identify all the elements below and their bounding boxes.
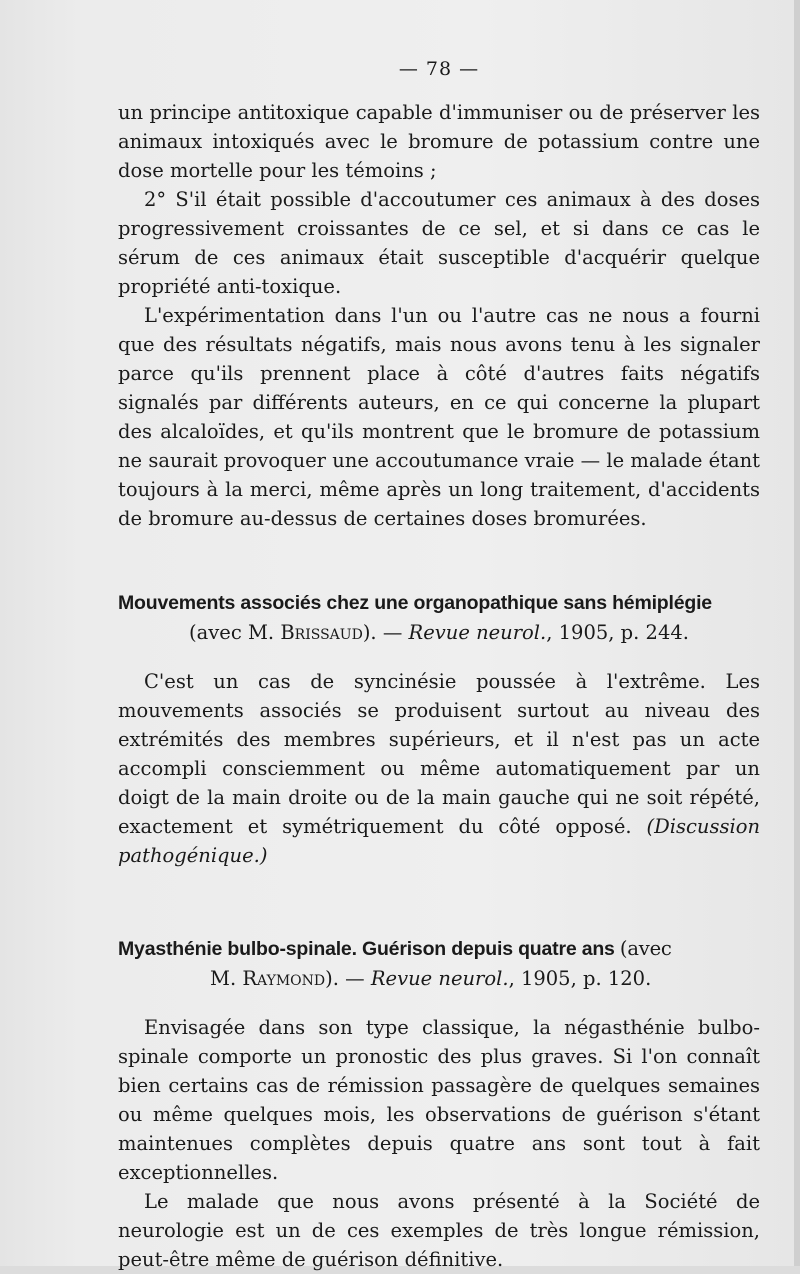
ref-details: , 1905, p. 120. [508, 967, 652, 990]
ref-prefix: (avec M. [189, 621, 275, 644]
page-number: — 78 — [398, 58, 480, 80]
paragraph-italic-note: (Discussion pathogénique.) [118, 815, 760, 867]
ref-separator: ). — [325, 967, 365, 990]
ref-journal: Revue neurol. [370, 967, 509, 990]
ref-author: Raymond [242, 967, 326, 990]
section-heading-myasthenie [118, 934, 760, 964]
ref-separator: ). — [362, 621, 403, 644]
ref-details: , 1905, p. 244. [546, 621, 689, 644]
ref-prefix: M. [210, 967, 237, 990]
section-title: Mouvements associés chez une organopathique sans hémiplégie [118, 592, 712, 614]
section-reference [118, 964, 760, 993]
page-content [118, 58, 760, 1274]
section-reference [118, 618, 760, 647]
section-title: Myasthénie bulbo-spinale. Guérison depuis quatre ans [118, 938, 615, 960]
paragraph-syncinesie [118, 667, 760, 870]
ref-open: (avec [619, 937, 672, 960]
section-heading-mouvements [118, 589, 760, 618]
page-edge [794, 0, 800, 1266]
ref-journal: Revue neurol. [408, 621, 547, 644]
paragraph-malade: Le malade que nous avons présenté à la Société de neurologie est un de ces exemples de très longue rémission, peut-être même de guérison définitive. [118, 1190, 760, 1271]
paragraph-continuation: un principe antitoxique capable d'immuniser ou de préserver les animaux intoxiqués avec le bromure de potassium contre une dose mortelle pour les témoins ; [118, 101, 760, 182]
paragraph-item-2: 2° S'il était possible d'accoutumer ces animaux à des doses progressivement croissantes de ce sel, et si dans ce cas le sérum de ces animaux était susceptible d'acquérir quelque propriété anti-toxique. [118, 188, 760, 298]
paragraph-text: C'est un cas de syncinésie poussée à l'extrême. Les mouvements associés se produisent surtout au niveau des extrémités des membres supérieurs, et il n'est pas un acte accompli consciemment ou même automatiquement par un doigt de la main droite ou de la main gauche qui ne soit répété, exactement et symétriquement du côté opposé. [118, 670, 760, 838]
paragraph-envisagee: Envisagée dans son type classique, la négasthénie bulbo-spinale comporte un pronostic des plus graves. Si l'on connaît bien certains cas de rémission passagère de quelques semaines ou même quelques mois, les observations de guérison s'étant maintenues complètes depuis quatre ans sont tout à fait exceptionnelles. [118, 1016, 760, 1184]
paragraph-experimentation: L'expérimentation dans l'un ou l'autre cas ne nous a fourni que des résultats négatifs, mais nous avons tenu à les signaler parce qu'ils prennent place à côté d'autres faits négatifs signalés par différents auteurs, en ce qui concerne la plupart des alcaloïdes, et qu'ils montrent que le bromure de potassium ne saurait provoquer une accoutumance vraie — le malade étant toujours à la merci, même après un long traitement, d'accidents de bromure au-dessus de certaines doses bromurées. [118, 304, 760, 530]
ref-author: Brissaud [280, 621, 363, 644]
